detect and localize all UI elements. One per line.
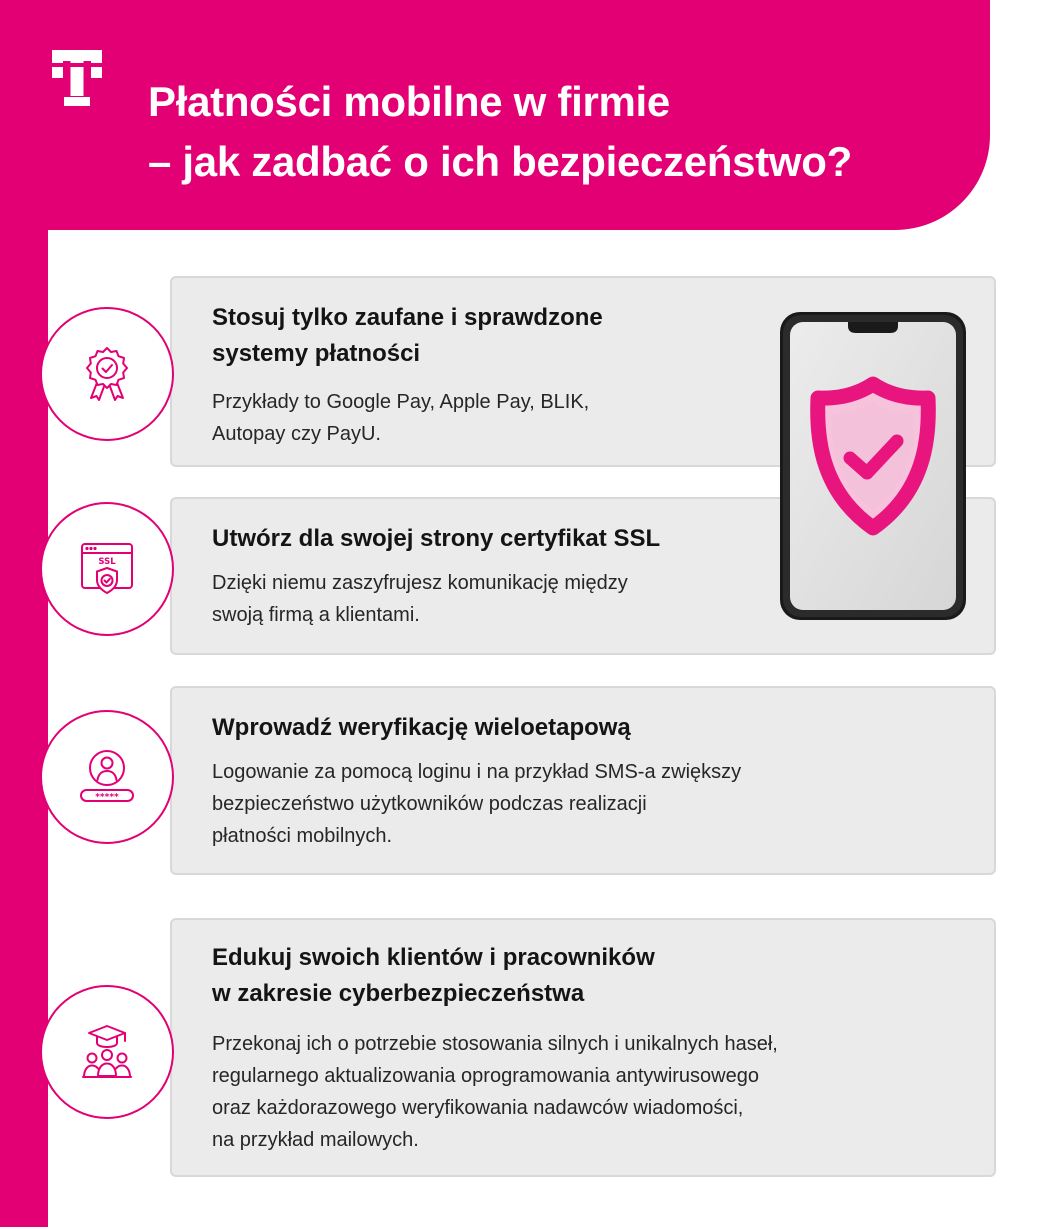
tip-card-title [212, 300, 603, 372]
tip-card-text-line: Autopay czy PayU. [212, 423, 381, 445]
tip-card-text [212, 1028, 778, 1156]
page-title [148, 72, 852, 192]
tip-card-title [212, 940, 655, 1012]
telekom-t-logo-icon [52, 50, 102, 110]
tip-icon-circle [40, 502, 174, 636]
tip-card-text-line: bezpieczeństwo użytkowników podczas realizacji [212, 793, 647, 815]
tip-card-text-line: Przekonaj ich o potrzebie stosowania silnych i unikalnych haseł, [212, 1033, 778, 1055]
user-password-icon [79, 749, 135, 805]
tip-card-text-line: płatności mobilnych. [212, 825, 393, 847]
tip-card-text-line: na przykład mailowych. [212, 1129, 419, 1151]
tip-card-text [212, 386, 589, 450]
tip-card-text [212, 756, 741, 852]
graduation-group-icon [79, 1024, 135, 1080]
tip-icon-circle [40, 710, 174, 844]
page-title-line-2: – jak zadbać o ich bezpieczeństwo? [148, 138, 853, 185]
tip-card-title-line: Stosuj tylko zaufane i sprawdzone [212, 304, 603, 331]
tip-card-text-line: swoją firmą a klientami. [212, 604, 420, 626]
password-dots: ***** [95, 792, 119, 803]
page-title-line-1: Płatności mobilne w firmie [148, 78, 670, 125]
tip-card-text-line: Logowanie za pomocą loginu i na przykład SMS-a zwiększy [212, 761, 742, 783]
tip-card-text-line: Przykłady to Google Pay, Apple Pay, BLIK, [212, 391, 590, 413]
tip-card-title [212, 521, 660, 557]
award-badge-check-icon [79, 346, 135, 402]
tip-card-education [170, 918, 996, 1177]
tip-card-text-line: oraz każdorazowego weryfikowania nadawców wiadomości, [212, 1097, 744, 1119]
tip-card-title-line: systemy płatności [212, 340, 421, 367]
ssl-label: SSL [98, 557, 116, 567]
tip-card-title-line: Utwórz dla swojej strony certyfikat SSL [212, 525, 661, 552]
tip-card-title-line: w zakresie cyberbezpieczeństwa [212, 980, 585, 1007]
phone-shield-check-icon [778, 310, 968, 622]
tip-card-title-line: Edukuj swoich klientów i pracowników [212, 944, 655, 971]
tip-card-text [212, 567, 628, 631]
tip-icon-circle [40, 985, 174, 1119]
tip-card-title-line: Wprowadź weryfikację wieloetapową [212, 714, 631, 741]
tip-card-text-line: regularnego aktualizowania oprogramowania antywirusowego [212, 1065, 759, 1087]
tip-icon-circle [40, 307, 174, 441]
tip-card-multi-factor [170, 686, 996, 875]
tip-card-title [212, 710, 631, 746]
ssl-browser-shield-icon [79, 541, 135, 597]
tip-card-text-line: Dzięki niemu zaszyfrujesz komunikację między [212, 572, 628, 594]
